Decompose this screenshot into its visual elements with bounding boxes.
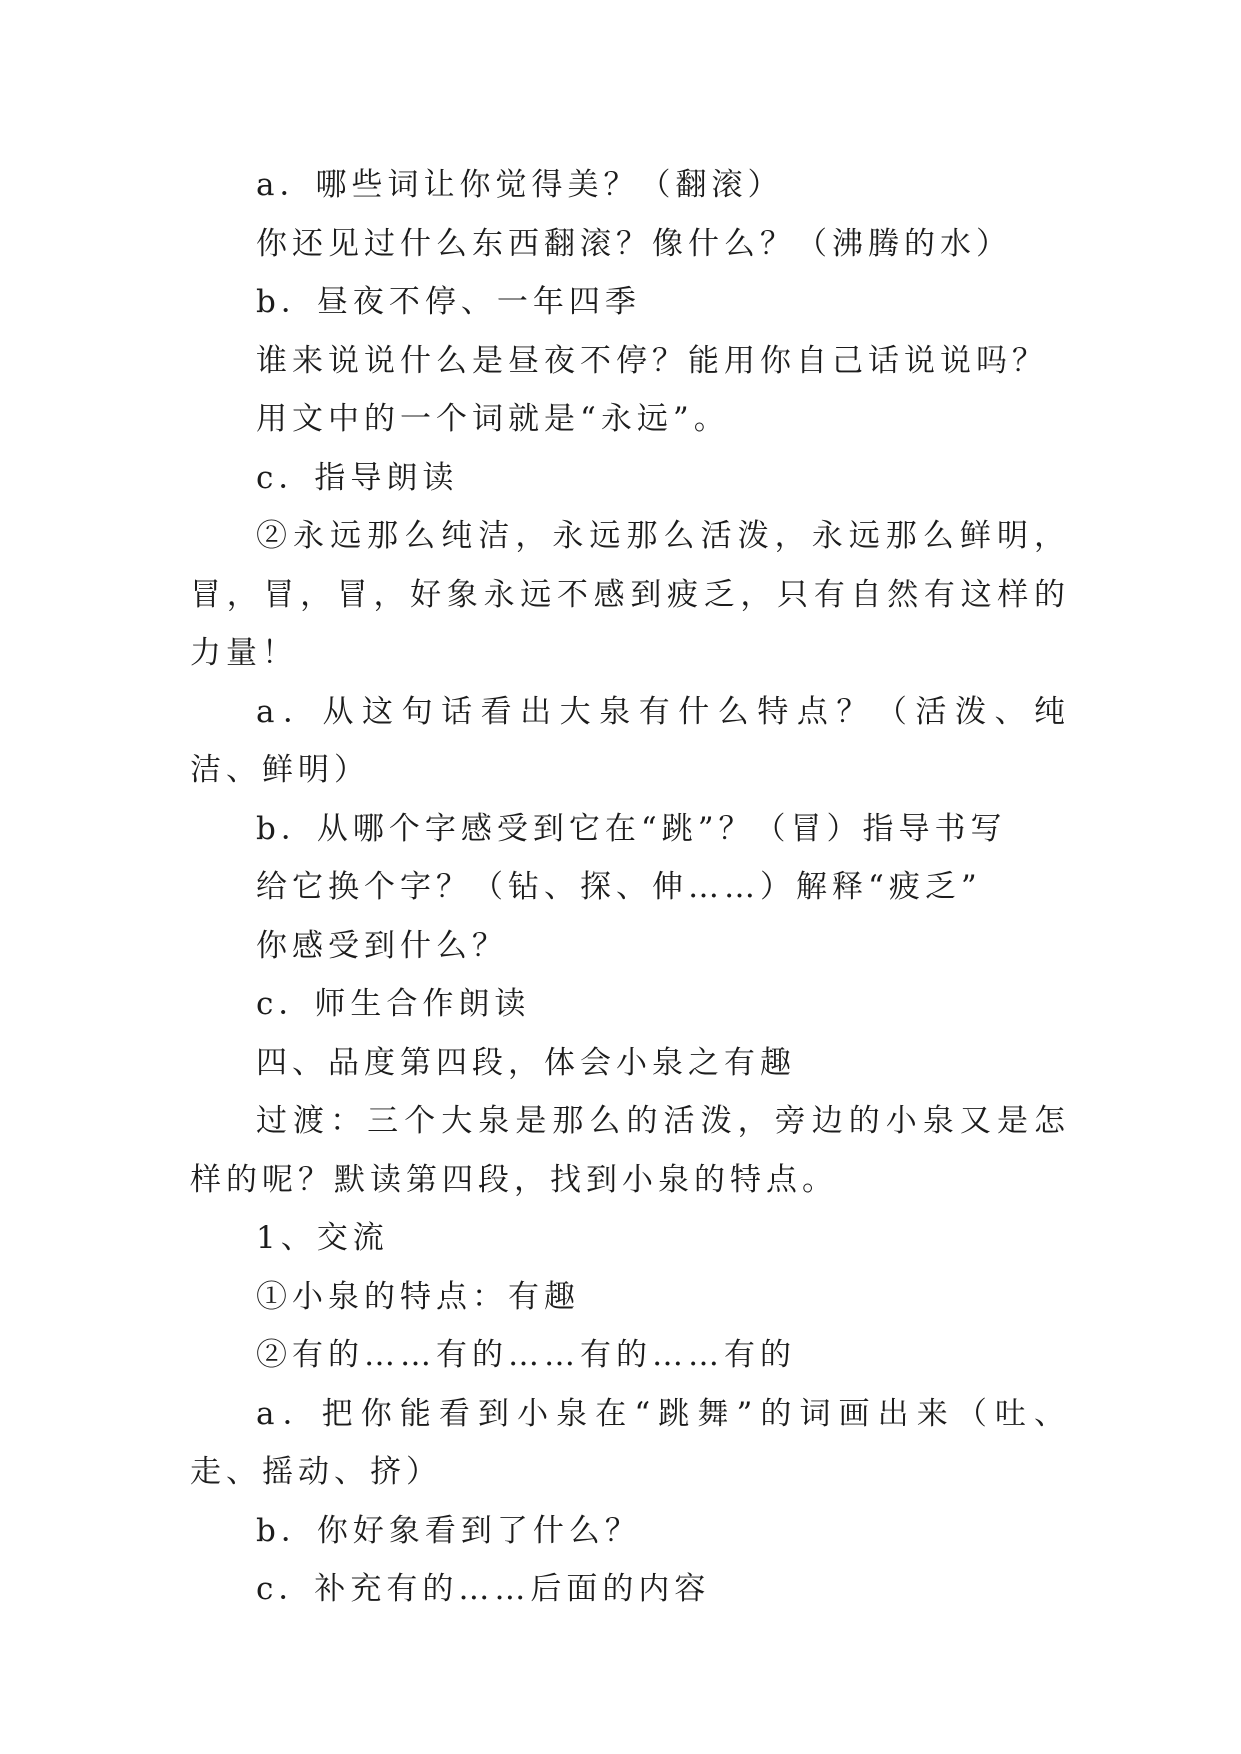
paragraph: c．师生合作朗读 (256, 986, 531, 1022)
paragraph: 给它换个字？（钻、探、伸……）解释“疲乏” (256, 869, 982, 905)
document-body (190, 156, 1070, 1619)
paragraph: a．从这句话看出大泉有什么特点？（活泼、纯洁、鲜明） (190, 693, 1070, 788)
paragraph: 过渡：三个大泉是那么的活泼，旁边的小泉又是怎样的呢？默读第四段，找到小泉的特点。 (190, 1103, 1070, 1198)
paragraph: 你还见过什么东西翻滚？像什么？（沸腾的水） (256, 225, 1012, 262)
paragraph: ①小泉的特点：有趣 (256, 1278, 580, 1315)
paragraph: 四、品度第四段，体会小泉之有趣 (256, 1044, 796, 1081)
paragraph: ②永远那么纯洁，永远那么活泼，永远那么鲜明，冒，冒，冒，好象永远不感到疲乏，只有自然有这样的力量！ (190, 518, 1070, 671)
paragraph: ②有的……有的……有的……有的 (256, 1337, 796, 1373)
paragraph: 用文中的一个词就是“永远”。 (256, 401, 730, 437)
paragraph: b．你好象看到了什么？ (256, 1512, 641, 1549)
paragraph: b．昼夜不停、一年四季 (256, 284, 641, 320)
paragraph: c．指导朗读 (256, 459, 459, 496)
paragraph: a．哪些词让你觉得美？（翻滚） (256, 167, 784, 203)
paragraph: b．从哪个字感受到它在“跳”？（冒）指导书写 (256, 810, 1007, 847)
paragraph: 1、交流 (256, 1220, 389, 1256)
paragraph: 你感受到什么？ (256, 927, 508, 964)
paragraph: a．把你能看到小泉在“跳舞”的词画出来（吐、走、摇动、挤） (190, 1395, 1070, 1490)
paragraph: c．补充有的……后面的内容 (256, 1571, 711, 1607)
paragraph: 谁来说说什么是昼夜不停？能用你自己话说说吗？ (256, 342, 1048, 379)
